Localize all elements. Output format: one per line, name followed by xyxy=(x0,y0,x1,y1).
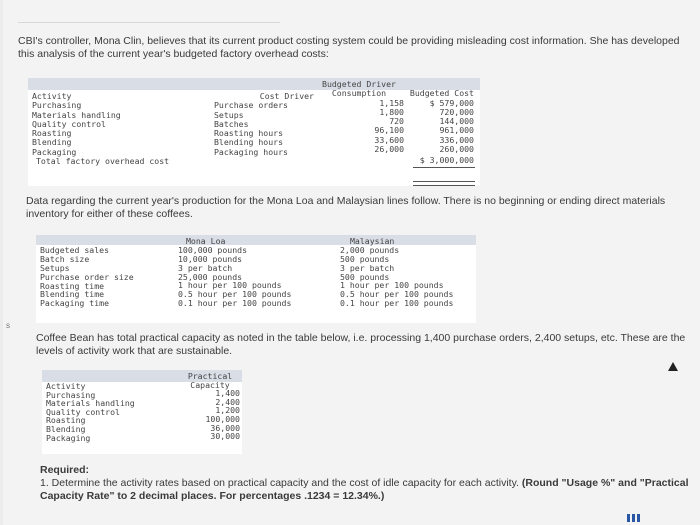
table-cell: Packaging xyxy=(32,146,77,157)
table-cell: Roasting xyxy=(32,128,72,139)
table-cell: Batches xyxy=(214,118,249,129)
table-cell: 100,000 xyxy=(205,413,240,424)
header-consumption-line1: Budgeted Driver xyxy=(322,79,396,89)
table-cell: Roasting time xyxy=(40,280,105,291)
table-cell: Quality control xyxy=(46,406,120,417)
header-activity: Activity xyxy=(46,381,86,391)
table-cell: Packaging xyxy=(46,432,91,443)
table-cell: 0.1 hour per 100 pounds xyxy=(340,298,454,309)
required-section xyxy=(40,464,690,503)
table-cell: 3 per batch xyxy=(178,262,233,273)
consumption-column xyxy=(314,80,404,154)
header-consumption-line2: Consumption xyxy=(331,88,387,99)
table-cell: Packaging hours xyxy=(214,146,288,157)
header-capacity-line1: Practical xyxy=(187,371,233,381)
table-cell: 2,400 xyxy=(215,396,240,407)
table-cell: Materials handling xyxy=(46,398,135,409)
table-cell: 500 pounds xyxy=(340,271,390,282)
table-cell: 3 per batch xyxy=(340,262,395,273)
table-cell: 1,158 xyxy=(379,97,404,108)
table-cell: 500 pounds xyxy=(340,253,390,264)
table-cell: 1,200 xyxy=(215,405,240,416)
table-cell: Blending time xyxy=(40,289,105,300)
activity-column xyxy=(46,380,166,442)
table-cell: 1 hour per 100 pounds xyxy=(178,280,282,291)
table-cell: 0.5 hour per 100 pounds xyxy=(340,289,454,300)
header-driver: Cost Driver xyxy=(259,91,314,101)
header-malaysian: Malaysian xyxy=(350,236,395,246)
required-rounding-note: (Round "Usage %" and "Practical Capacity Rate" to 2 decimal places. For percentages .1234 = 12.34%.) xyxy=(40,477,689,502)
table-cell: 96,100 xyxy=(374,125,404,136)
table-cell: Packaging time xyxy=(40,298,110,309)
cost-column xyxy=(404,80,474,166)
table-cell: 961,000 xyxy=(439,125,474,136)
mona-loa-column xyxy=(178,237,328,308)
production-data-table xyxy=(36,235,476,323)
table-cell: Purchasing xyxy=(32,100,82,111)
total-double-rule xyxy=(413,181,475,186)
top-divider xyxy=(18,22,280,23)
driver-column xyxy=(214,92,314,157)
table-cell: Roasting hours xyxy=(214,128,284,139)
table-cell: 0.5 hour per 100 pounds xyxy=(178,289,292,300)
table-cell: 33,600 xyxy=(374,134,404,145)
table-cell: Blending hours xyxy=(214,137,284,148)
production-paragraph: Data regarding the current year's production for the Mona Loa and Malaysian lines follow. There is no beginning or ending direct materials inventory for either of these coffees. xyxy=(26,195,666,220)
side-mark: s xyxy=(6,321,10,330)
table-cell: 144,000 xyxy=(439,116,474,127)
table-cell: 25,000 pounds xyxy=(178,271,243,282)
subtotal-rule xyxy=(413,167,475,168)
grid-icon[interactable] xyxy=(627,514,641,522)
table-cell: 100,000 pounds xyxy=(178,244,248,255)
table-cell: Setups xyxy=(214,109,244,120)
overhead-cost-table xyxy=(28,78,480,186)
cursor-arrow-icon xyxy=(668,362,678,371)
intro-paragraph: CBI's controller, Mona Clin, believes that its current product costing system could be providing misleading cost information. She has developed this analysis of the current year's budgeted factory overhead costs: xyxy=(18,35,680,60)
table-cell: 26,000 xyxy=(374,144,404,155)
table-cell: 36,000 xyxy=(210,422,240,433)
table-cell: 2,000 pounds xyxy=(340,244,400,255)
header-activity: Activity xyxy=(32,91,72,101)
table-cell: Roasting xyxy=(46,415,86,426)
practical-capacity-table xyxy=(42,370,242,454)
required-instruction: 1. Determine the activity rates based on practical capacity and the cost of idle capacity for each activity. xyxy=(40,477,519,489)
table-cell: 10,000 pounds xyxy=(178,253,243,264)
table-cell: Purchasing xyxy=(46,389,96,400)
header-capacity-line2: Capacity xyxy=(190,379,230,390)
capacity-paragraph: Coffee Bean has total practical capacity as noted in the table below, i.e. processing 1,400 purchase orders, 2,400 setups, etc. These are the levels of activity work that are sustainable. xyxy=(36,332,686,357)
table-cell: 720 xyxy=(389,116,404,127)
header-mona-loa: Mona Loa xyxy=(186,236,226,246)
table-cell: Batch size xyxy=(40,253,90,264)
table-cell: Budgeted sales xyxy=(40,245,110,255)
table-cell: 0.1 hour per 100 pounds xyxy=(178,298,292,309)
table-cell: 720,000 xyxy=(439,106,474,117)
left-edge xyxy=(0,0,3,525)
table-cell: Purchase order size xyxy=(40,271,134,282)
total-label: Total factory overhead cost xyxy=(36,156,170,167)
table-cell: 260,000 xyxy=(439,144,474,155)
table-cell: 336,000 xyxy=(439,134,474,145)
table-cell: Quality control xyxy=(32,118,106,129)
activity-column xyxy=(32,92,182,166)
table-cell: Materials handling xyxy=(32,109,121,120)
table-cell: Blending xyxy=(32,137,72,148)
table-cell: Setups xyxy=(40,262,70,273)
malaysian-column xyxy=(340,237,490,308)
table-cell: 1,800 xyxy=(379,106,404,117)
label-column xyxy=(40,246,180,308)
table-cell: Blending xyxy=(46,423,86,434)
table-cell: Purchase orders xyxy=(214,100,288,111)
required-title: Required: xyxy=(40,464,90,476)
header-cost: Budgeted Cost xyxy=(409,88,474,99)
table-cell: 1,400 xyxy=(215,388,240,399)
capacity-column xyxy=(180,372,240,441)
total-value: $ 3,000,000 xyxy=(419,155,474,166)
table-cell: 30,000 xyxy=(210,431,240,442)
table-cell: 1 hour per 100 pounds xyxy=(340,280,444,291)
table-cell: $ 579,000 xyxy=(429,97,474,108)
